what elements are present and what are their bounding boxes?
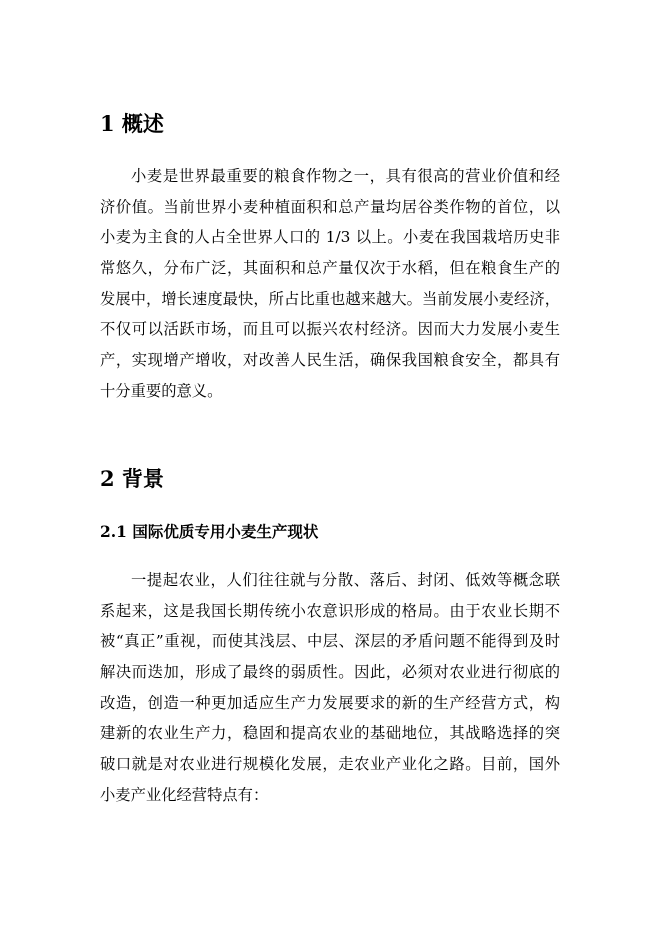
paragraph-line: 小麦产业化经营特点有： [100,785,269,804]
paragraph-line: 被“真正”重视，而使其浅层、中层、深层的矛盾问题不能得到及时 [100,632,560,651]
paragraph-line: 常悠久，分布广泛，其面积和总产量仅次于水稻，但在粮食生产的 [100,259,560,278]
paragraph-line: 十分重要的意义。 [100,381,223,400]
paragraph-line: 小麦为主食的人占全世界人口的 1/3 以上。小麦在我国栽培历史非 [100,228,560,247]
paragraph-line: 小麦是世界最重要的粮食作物之一，具有很高的营业价值和经 [131,167,560,185]
paragraph-line: 破口就是对农业进行规模化发展，走农业产业化之路。目前，国外 [100,755,560,774]
paragraph-line: 不仅可以活跃市场，而且可以振兴农村经济。因而大力发展小麦生 [100,320,560,339]
subsection-2-1-heading: 2.1 国际优质专用小麦生产现状 [100,522,319,541]
paragraph-line: 建新的农业生产力，稳固和提高农业的基础地位，其战略选择的突 [100,724,560,743]
subsection-2-1-paragraph [100,565,560,811]
paragraph-line: 改造，创造一种更加适应生产力发展要求的新的生产经营方式，构 [100,693,560,712]
paragraph-line: 系起来，这是我国长期传统小农意识形成的格局。由于农业长期不 [100,601,560,620]
paragraph-line: 发展中，增长速度最快，所占比重也越来越大。当前发展小麦经济， [100,289,560,308]
paragraph-line: 产，实现增产增收，对改善人民生活，确保我国粮食安全，都具有 [100,351,560,370]
section-1-heading: 1 概述 [100,111,164,136]
paragraph-line: 济价值。当前世界小麦种植面积和总产量均居谷类作物的首位，以 [100,197,560,216]
section-2-heading: 2 背景 [100,466,164,491]
section-1-paragraph [100,161,560,407]
paragraph-line: 一提起农业，人们往往就与分散、落后、封闭、低效等概念联 [131,571,560,589]
paragraph-line: 解决而迭加，形成了最终的弱质性。因此，必须对农业进行彻底的 [100,663,560,682]
